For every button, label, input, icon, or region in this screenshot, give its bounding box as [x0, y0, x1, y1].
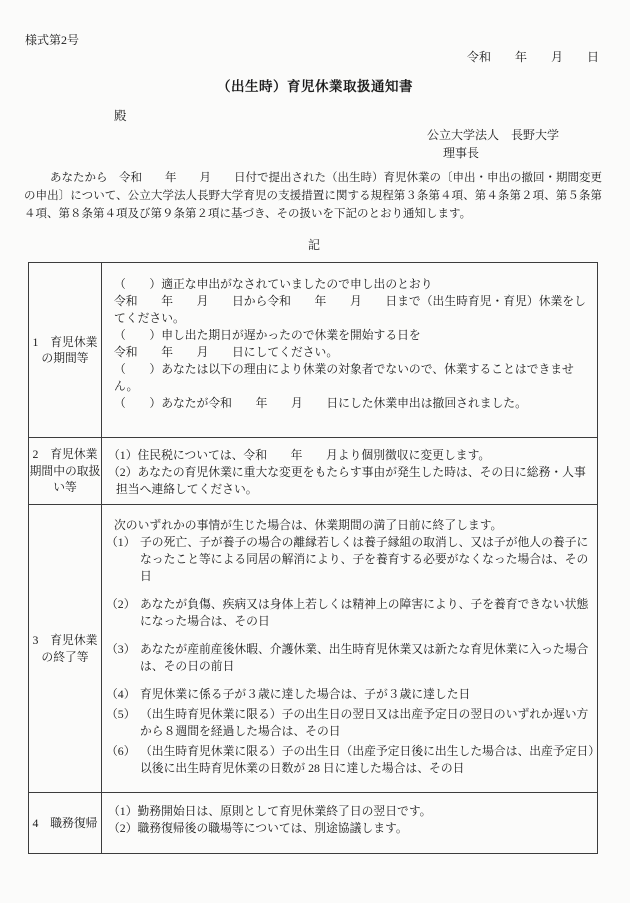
date-line: 令和 年 月 日: [466, 50, 599, 64]
list-item-number: （3）: [106, 642, 136, 656]
option-item: （ ）あなたが令和 年 月 日にした休業申出は撤回されました。: [114, 396, 527, 410]
list-item-number: （1）: [106, 535, 136, 549]
table-row-termination: [29, 504, 597, 792]
table-row-return-to-work: [29, 792, 597, 853]
table-row-handling: [29, 437, 597, 504]
row-label-cell: [29, 505, 102, 792]
list-item: [106, 706, 595, 740]
list-item-number: （6）: [106, 744, 136, 758]
addressee: 殿: [114, 109, 127, 123]
row-intro: 次のいずれかの事情が生じた場合は、休業期間の満了日前に終了します。: [114, 518, 503, 532]
list-item-text: 子の死亡、子が養子の場合の離縁若しくは養子縁組の取消し、又は子が他人の養子になったこと等による同居の解消により、子を養育する必要がなくなった場合は、その日: [140, 535, 589, 583]
list-item-text: 育児休業に係る子が３歳に達した場合は、子が３歳に達した日: [140, 687, 471, 701]
row-content-cell: [102, 793, 597, 853]
option-item: （ ）あなたは以下の理由により休業の対象者でないので、休業することはできません。: [114, 362, 574, 393]
row-label: 1 育児休業の期間等: [32, 334, 98, 365]
row-label-cell: [29, 263, 102, 437]
table-row-leave-period: [29, 263, 597, 437]
issuer-organization: 公立大学法人 長野大学: [427, 128, 560, 142]
list-item: [106, 641, 595, 675]
option-item: （ ）適正な申出がなされていましたので申し出のとおり: [114, 277, 433, 291]
list-item: [106, 534, 595, 585]
list-item-text: （出生時育児休業に限る）子の出生日の翌日又は出産予定日の翌日のいずれか遅い方から８週間を経過した場合は、その日: [140, 707, 589, 738]
row-content-cell: [102, 505, 597, 792]
row-label-cell: [29, 793, 102, 853]
row-label: 3 育児休業の終了等: [32, 633, 98, 664]
list-item-text: （出生時育児休業に限る）子の出生日（出産予定日後に出生した場合は、出産予定日）以後に出生時育児休業の日数が 28 日に達した場合は、その日: [140, 744, 595, 775]
option-continuation: 令和 年 月 日から令和 年 月 日まで（出生時育児・育児）休業をしてください。: [114, 294, 586, 325]
row-label: 2 育児休業期間中の取扱い等: [29, 447, 101, 495]
row-content-cell: [102, 438, 597, 504]
option-continuation: 令和 年 月 日にしてください。: [114, 345, 339, 359]
row-label-cell: [29, 438, 102, 504]
option-item: （ ）申し出た期日が遅かったので休業を開始する日を: [114, 328, 421, 342]
row-label: 4 職務復帰: [32, 815, 98, 830]
list-item-text: あなたが負傷、疾病又は身体上若しくは精神上の障害により、子を養育できない状態になった場合は、その日: [140, 597, 589, 628]
list-item-number: （4）: [106, 687, 136, 701]
form-number: 様式第2号: [25, 33, 80, 47]
ki-marker: 記: [307, 238, 322, 252]
list-item-number: （2）: [106, 597, 136, 611]
body-paragraph: あなたから 令和 年 月 日付で提出された（出生時）育児休業の〔申出・申出の撤回・期間変更の申出〕について、公立大学法人長野大学育児の支援措置に関する規程第３条第４項、第４条第２項、第５条第４項、第８条第４項及び第９条第２項に基づき、その扱いを下記のとおり通知します。: [24, 172, 602, 220]
list-item: [106, 743, 595, 777]
page-title: （出生時）育児休業取扱通知書: [217, 79, 413, 94]
notice-table: [28, 262, 598, 854]
list-item: [106, 596, 595, 630]
list-item: （2）あなたの育児休業に重大な変更をもたらす事由が発生した時は、その日に総務・人事担当へ連絡してください。: [108, 465, 586, 496]
list-item: （1）住民税については、令和 年 月より個別徴収に変更します。: [108, 448, 491, 462]
issuer-title: 理事長: [443, 146, 480, 160]
list-item: （1）勤務開始日は、原則として育児休業終了日の翌日です。: [108, 804, 432, 818]
row-content-cell: [102, 263, 597, 437]
list-item: （2）職務復帰後の職場等については、別途協議します。: [108, 821, 408, 835]
list-item-text: あなたが産前産後休暇、介護休業、出生時育児休業又は新たな育児休業に入った場合は、その日の前日: [140, 642, 589, 673]
list-item-number: （5）: [106, 707, 136, 721]
list-item: [106, 686, 595, 703]
